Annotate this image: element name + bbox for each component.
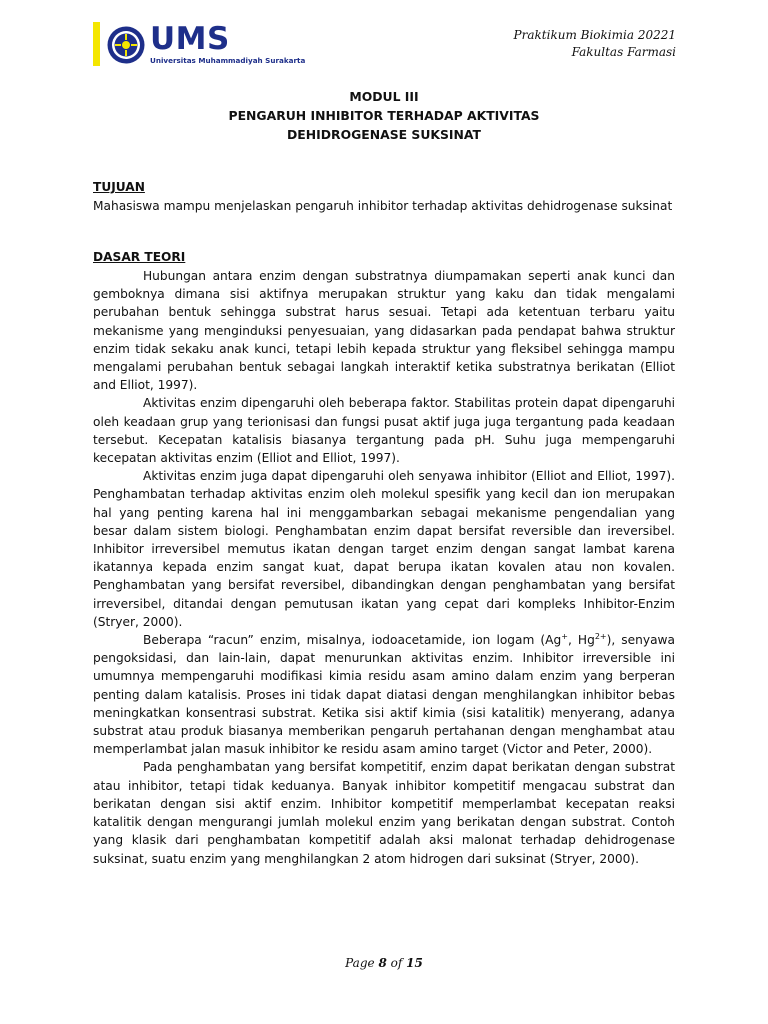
paragraph-3: Aktivitas enzim juga dapat dipengaruhi oleh senyawa inhibitor (Elliot and Elliot, 1997). Penghambatan terhadap aktivitas enzim oleh molekul spesifik yang kecil dan ion merupakan hal yang penting karena hal ini menggambarkan sebagai mekanisme pengendalian yang besar dalam sistem biologi. Penghambatan enzim dapat bersifat reversible dan ireversibel. Inhibitor irreversibel memutus ikatan dengan target enzim dengan sangat lambat karena ikatannya kepada enzim sangat kuat, dapat berupa ikatan kovalen atau non kovalen. Penghambatan yang bersifat reversibel, dibandingkan dengan penghambatan yang bersifat irreversibel, ditandai dengan pemutusan ikatan yang cepat dari kompleks Inhibitor-Enzim (Stryer, 2000). [93, 469, 675, 629]
total-pages: 15 [406, 956, 423, 970]
page-footer [0, 956, 768, 970]
header-info [514, 27, 676, 61]
paragraph-4-part-a: Beberapa “racun” enzim, misalnya, iodoacetamide, ion logam (Ag [143, 633, 562, 648]
mercury-ion-charge: 2+ [594, 632, 607, 641]
module-title: MODUL III [349, 89, 419, 104]
module-subtitle-line1: PENGARUH INHIBITOR TERHADAP AKTIVITAS [228, 108, 540, 123]
silver-ion-charge: + [561, 632, 568, 641]
paragraph-4-part-b: , Hg [567, 633, 595, 648]
faculty-label: Fakultas Farmasi [571, 45, 676, 59]
paragraph-1: Hubungan antara enzim dengan substratnya diumpamakan seperti anak kunci dan gemboknya dimana sisi aktifnya merupakan struktur yang kaku dan tidak mengalami perubahan bentuk sehingga substrat harus sesuai. Tetapi ada ketentuan terbaru yaitu mekanisme yang menginduksi penyesuaian, yang didasarkan pada pendapat bahwa struktur enzim tidak sekaku anak kunci, tetapi lebih kepada struktur yang fleksibel sehingga mampu mengalami perubahan bentuk sebagai langkah interaktif ketika substratnya berikatan (Elliot and Elliot, 1997). [93, 269, 675, 393]
paragraph-2: Aktivitas enzim dipengaruhi oleh beberapa faktor. Stabilitas protein dapat dipengaruhi oleh keadaan grup yang terionisasi dan fungsi pusat aktif juga juga tergantung pada keadaan tersebut. Kecepatan katalisis biasanya tergantung pada pH. Suhu juga mempengaruhi kecepatan aktivitas enzim (Elliot and Elliot, 1997). [93, 396, 675, 466]
tujuan-heading: TUJUAN [93, 180, 145, 194]
module-subtitle-line2: DEHIDROGENASE SUKSINAT [287, 127, 481, 142]
of-word: of [390, 956, 403, 970]
course-label: Praktikum Biokimia 20221 [513, 28, 676, 42]
page-number: 8 [378, 956, 387, 970]
dasar-teori-body [93, 267, 675, 868]
page-word: Page [345, 956, 375, 970]
tujuan-text: Mahasiswa mampu menjelaskan pengaruh inhibitor terhadap aktivitas dehidrogenase suksinat [93, 199, 673, 213]
logo-accent-bar [93, 22, 100, 66]
paragraph-4-part-c: ), senyawa pengoksidasi, dan lain-lain, dapat menurunkan aktivitas enzim. Inhibitor irreversible ini umumnya mempengaruhi modifikasi kimia residu asam amino dalam enzim yang berperan penting dalam katalisis. Proses ini tidak dapat diatasi dengan menghilangkan inhibitor bebas meningkatkan konsentrasi substrat. Ketika sisi aktif kimia (sisi katalitik) menyerang, adanya substrat atau produk biasanya memberikan pengaruh pertahanan dengan menghambat atau memperlambat jalan masuk inhibitor ke residu asam amino target (Victor and Peter, 2000). [93, 633, 675, 757]
university-seal-icon [106, 25, 146, 65]
paragraph-4 [93, 631, 675, 758]
logo-wordmark: UMS [150, 21, 230, 57]
dasar-teori-heading: DASAR TEORI [93, 250, 186, 264]
logo-subtitle: Universitas Muhammadiyah Surakarta [150, 56, 306, 65]
paragraph-5: Pada penghambatan yang bersifat kompetitif, enzim dapat berikatan dengan substrat atau inhibitor, tetapi tidak keduanya. Banyak inhibitor kompetitif mengacau substrat dan berikatan dengan sisi aktif enzim. Inhibitor kompetitif memperlambat kecepatan reaksi katalitik dengan mengurangi jumlah molekul enzim yang berikatan dengan substrat. Contoh yang klasik dari penghambatan kompetitif adalah aksi malonat terhadap dehidrogenase suksinat, suatu enzim yang menghilangkan 2 atom hidrogen dari suksinat (Stryer, 2000). [93, 760, 675, 866]
